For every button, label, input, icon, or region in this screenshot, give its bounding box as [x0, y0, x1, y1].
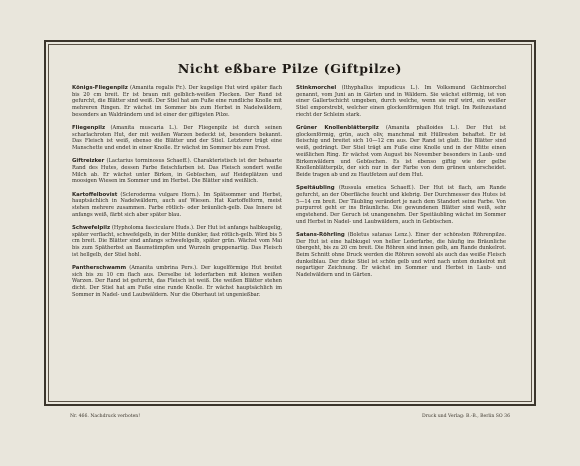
mushroom-name: Kartoffelbovist [72, 191, 118, 198]
mushroom-description: (Lactarius torminosus Schaeff.). Charakteristisch ist der behaarte Rand des Hutes, dessen Farbe fleischfarben ist. Das Fleisch sondert weiße Milch ab. Er wächst unter Birken, in Gebüschen, auf Heideplätzen und moosigen Wiesen im Sommer und im Herbst. Die Blätter sind weißlich. [72, 158, 282, 185]
mushroom-description: (Scleroderma vulgare Horn.). Im Spätsommer und Herbst, hauptsächlich in Nadelwäldern, auch auf Wiesen. Hat Kartoffelform, meist stehen mehrere zusammen. Farbe rötlich- oder bräunlich-gelb. Das Innere ist anfangs weiß, färbt sich aber später blau. [72, 191, 282, 218]
mushroom-name: Speitäubling [296, 185, 335, 192]
mushroom-description: (Amanita umbrina Pers.). Der kugelförmige Hut breitet sich bis zu 10 cm flach aus. Derselbe ist lederfarben mit kleinen weißen Warzen. Der Rand ist gefurcht, das Fleisch ist weiß. Die weißen Blätter stehen dicht. Der Stiel hat am Fuße eine runde Knolle. Er wächst hauptsächlich im Sommer in Nadel- und Laubwäldern. Nur die Oberhaut ist ungenießbar. [72, 264, 282, 298]
mushroom-name: Giftreizker [72, 158, 105, 165]
mushroom-name: Satans-Röhrling [296, 231, 345, 238]
mushroom-entry [72, 265, 282, 299]
mushroom-name: Schwefelpilz [72, 224, 111, 231]
mushroom-name: Grüner Knollenblätterpilz [296, 125, 379, 132]
mushroom-description: (Amanita muscaria L.). Der Fliegenpilz ist durch seinen scharlachroten Hut, der mit weißen Warzen bedeckt ist, besonders bekannt. Das Fleisch ist weiß, ebenso die Blätter und der Stiel. Letzterer trägt eine Manschette und endet in einer Knolle. Er wächst im Sommer bis zum Frost. [72, 125, 282, 152]
mushroom-entry [72, 125, 282, 152]
mushroom-entry [72, 192, 282, 219]
mushroom-entry [296, 125, 506, 179]
mushroom-description: (Hypholoma fasciculare Huds.). Der Hut ist anfangs halbkugelig, später verflacht, schwefelgelb, in der Mitte dunkler, fast rötlich-gelb. Wird bis 5 cm breit. Die Blätter sind anfangs schwefelgelb, später grün. Wächst vom Mai bis zum Spätherbst an Baumstümpfen und Wurzeln gruppenartig. Das Fleisch ist hellgelb, der Stiel hohl. [72, 224, 282, 258]
mushroom-entry [72, 85, 282, 119]
footer-imprint-number: Nr. 466. Nachdruck verboten! [70, 414, 141, 419]
mushroom-entry [296, 232, 506, 279]
mushroom-description: (Amanita regalis Fr.). Der kugelige Hut wird später flach bis 20 cm breit. Er ist braun mit gelblich-weißen Flecken. Der Rand ist gefurcht, die Blätter sind weiß. Der Stiel hat am Fuße eine rundliche Knolle mit mehreren Ringen. Er wächst im Sommer bis zum Herbst in Nadelwäldern, besonders an Waldrändern und ist einer der giftigsten Pilze. [72, 85, 282, 118]
mushroom-description: (Boletus satanas Lenz.). Einer der schönsten Röhrenpilze. Der Hut ist eine halbkugel von heller Lederfarbe, die häufig ins Bräunliche übergeht, bis zu 20 cm breit. Die Röhren sind innen gelb, am Rande dunkelrot. Beim Schnitt ohne Druck werden die Röhren sowohl als auch das weiße Fleisch dunkelblau. Der dicke Stiel ist schön gelb und wird nach unten dunkelrot mit negartiger Zeichnung. Er wächst im Sommer und Herbst in Laub- und Nadelwäldern und in Gärten. [296, 231, 506, 279]
mushroom-description: (Russula emetica Schaeff.). Der Hut ist flach, am Rande gefurcht, an der Oberfläche feucht und klebrig. Der Durchmesser des Hutes ist 5—14 cm breit. Der Täubling verändert je nach dem Standort seine Farbe. Von purpurrot geht er ins Bräunliche. Die gewundenen Blätter sind weiß, sehr engstehend. Der Geruch ist unangenehm. Der Speitäubling wächst im Sommer und Herbst in Nadel- und Laubwäldern, auch in Gebüschen. [296, 185, 506, 225]
mushroom-entry [296, 85, 506, 119]
footer-publisher: Druck und Verlag: B.-B., Berlin SO 36 [422, 414, 510, 419]
mushroom-entry [296, 185, 506, 225]
right-column [296, 85, 506, 285]
mushroom-name: Fliegenpilz [72, 125, 106, 132]
left-column [72, 85, 282, 305]
mushroom-entry [72, 225, 282, 259]
mushroom-entry [72, 158, 282, 185]
mushroom-name: Pantherschwamm [72, 264, 127, 271]
mushroom-name: Königs-Fliegenpilz [72, 85, 128, 91]
mushroom-name: Stinkmorchel [296, 85, 337, 91]
mushroom-description: (Amanita phalloides L.). Der Hut ist glockenförmig, grün, auch oliv, manchmal mit Hüllresten behaftet. Er ist fleischig und breitet sich 10—12 cm aus. Der Rand ist glatt. Die Blätter sind weiß, gedrängt. Der Stiel trägt am Fuße eine Knolle und in der Mitte einen weißlichen Ring. Er wächst vom August bis November besonders in Laub- und Birkenwäldern und Gebüschen. Es ist ebenso giftig wie der gelbe Knollenblätterpilz, der sich nur in der Farbe von dem grünen unterscheidet. Beide tragen ab und zu Hautfetzen auf dem Hut. [296, 125, 506, 178]
page-title: Nicht eßbare Pilze (Giftpilze) [177, 61, 403, 76]
mushroom-description: (Ithyphallus impudicus L.). Im Volksmund Gichtmorchel genannt, vom Juni an in Gärten und in Wäldern. Sie wächst eiförmig, ist von einer Gallertschicht umgeben, durch welche, wenn sie reif wird, ein weißer Stiel emporstrebt, welcher einen glockenförmigen Hut trägt. Im Reifezustand riecht der Schleim stark. [296, 85, 506, 118]
